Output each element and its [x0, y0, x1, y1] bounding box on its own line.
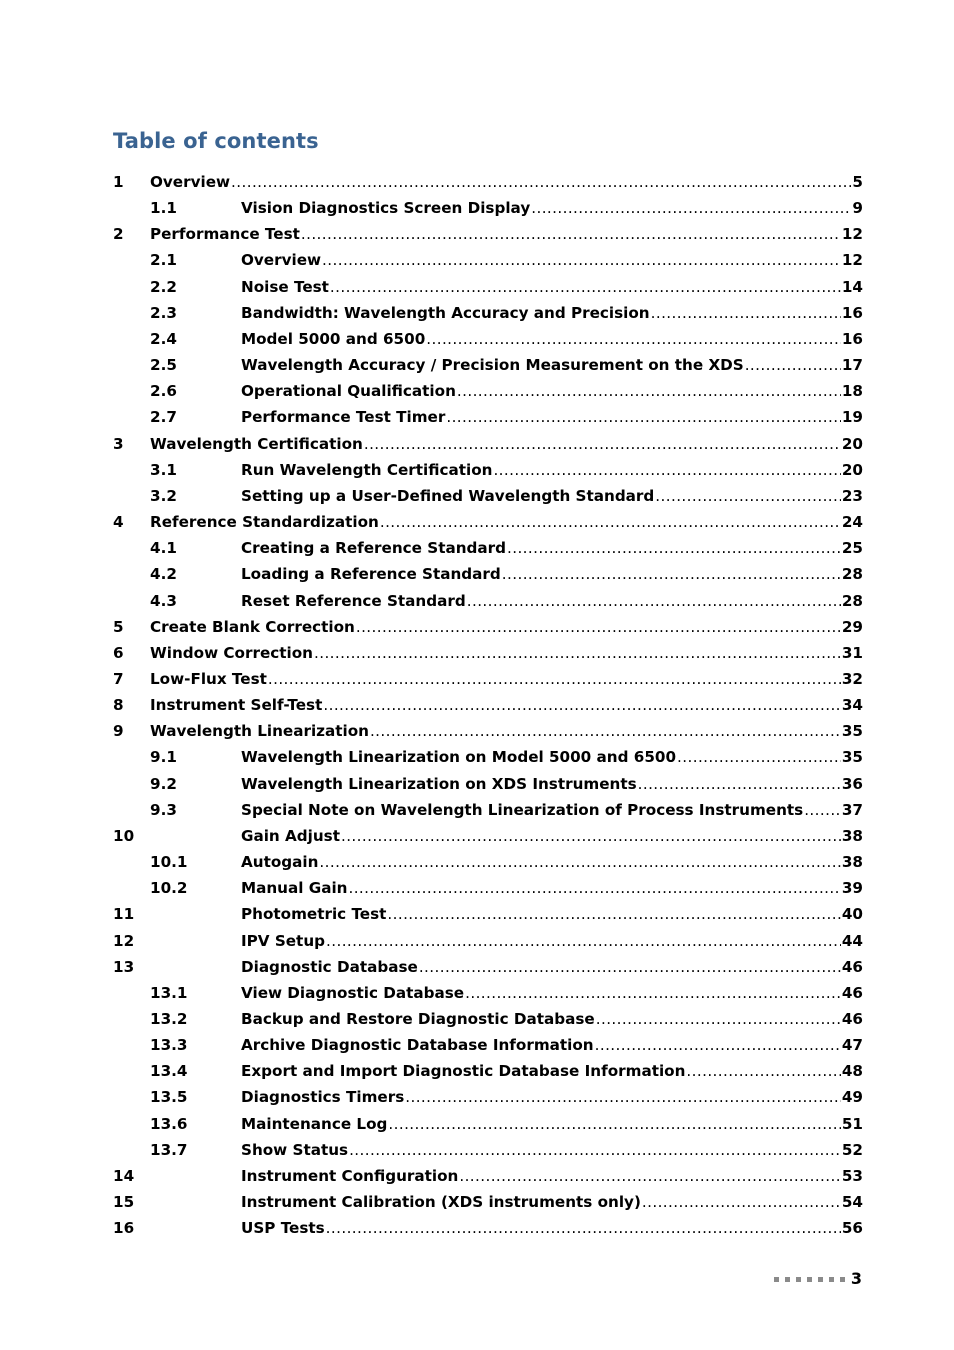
toc-dot-leader [426, 326, 841, 352]
toc-entry-title[interactable]: Create Blank Correction [150, 617, 355, 636]
toc-entry-line [150, 221, 863, 247]
toc-dot-leader [502, 561, 841, 587]
footer-dot [774, 1277, 779, 1282]
toc-heading: Table of contents [113, 129, 319, 153]
toc-subsection-entry[interactable] [113, 457, 863, 483]
toc-entry-page[interactable]: 28 [841, 565, 863, 584]
toc-dot-leader [322, 247, 841, 273]
toc-entry-line [241, 352, 863, 378]
toc-entry-line [241, 875, 863, 901]
toc-section-entry[interactable] [113, 692, 863, 718]
toc-entry-title[interactable]: Wavelength Certification [150, 434, 363, 453]
toc-entry-line [241, 1163, 863, 1189]
footer-dot [829, 1277, 834, 1282]
toc-entry-line [241, 823, 863, 849]
toc-entry-number: 2.6 [150, 382, 177, 401]
toc-entry-page[interactable]: 14 [841, 277, 863, 296]
toc-section-entry[interactable] [113, 169, 863, 195]
toc-section-entry[interactable] [113, 1189, 863, 1215]
toc-entry-page[interactable]: 29 [841, 617, 863, 636]
toc-subsection-entry[interactable] [113, 588, 863, 614]
toc-entry-title[interactable]: Run Wavelength Certification [241, 460, 493, 479]
footer-dot [796, 1277, 801, 1282]
toc-entry-title[interactable]: Reference Standardization [150, 513, 379, 532]
toc-subsection-entry[interactable] [113, 1111, 863, 1137]
toc-entry-page[interactable]: 52 [841, 1140, 863, 1159]
toc-entry-line [150, 718, 863, 744]
toc-entry-page[interactable]: 5 [852, 173, 863, 191]
toc-entry-title[interactable]: Performance Test Timer [241, 408, 446, 427]
toc-entry-page[interactable]: 37 [841, 800, 863, 819]
toc-entry-page[interactable]: 18 [841, 382, 863, 401]
toc-entry-title[interactable]: Model 5000 and 6500 [241, 329, 426, 348]
toc-entry-title[interactable]: Instrument Configuration [241, 1166, 459, 1185]
toc-entry-line [241, 457, 863, 483]
toc-entry-line [150, 692, 863, 718]
toc-section-entry[interactable] [113, 1163, 863, 1189]
toc-entry-page[interactable]: 44 [841, 931, 863, 950]
toc-entry-line [150, 614, 863, 640]
toc-entry-number: 7 [113, 669, 124, 688]
toc-subsection-entry[interactable] [113, 1137, 863, 1163]
toc-entry-number: 5 [113, 617, 124, 636]
toc-dot-leader [326, 1215, 841, 1241]
toc-entry-page[interactable]: 17 [841, 356, 863, 375]
toc-entry-number: 14 [113, 1166, 135, 1185]
toc-subsection-entry[interactable] [113, 1058, 863, 1084]
toc-entry-line [241, 1032, 863, 1058]
toc-entry-number: 13.7 [150, 1140, 188, 1159]
page-number: 3 [850, 1269, 862, 1288]
toc-entry-title[interactable]: Wavelength Linearization on Model 5000 and 6500 [241, 748, 677, 767]
toc-subsection-entry[interactable] [113, 771, 863, 797]
toc-subsection-entry[interactable] [113, 1084, 863, 1110]
toc-section-entry[interactable] [113, 666, 863, 692]
toc-entry-line [150, 666, 863, 692]
toc-entry-title[interactable]: Manual Gain [241, 879, 348, 898]
toc-entry-line [241, 901, 863, 927]
toc-entry-line [241, 483, 863, 509]
toc-subsection-entry[interactable] [113, 744, 863, 770]
toc-entry-number: 12 [113, 931, 135, 950]
toc-entry-line [241, 849, 863, 875]
toc-subsection-entry[interactable] [113, 483, 863, 509]
toc-entry-page[interactable]: 47 [841, 1036, 863, 1055]
toc-entry-number: 11 [113, 905, 135, 924]
toc-dot-leader [642, 1189, 841, 1215]
toc-entry-page[interactable]: 53 [841, 1166, 863, 1185]
toc-entry-number: 2.7 [150, 408, 177, 427]
toc-entry-line [241, 980, 863, 1006]
toc-dot-leader [380, 509, 841, 535]
toc-section-entry[interactable] [113, 928, 863, 954]
toc-dot-leader [465, 980, 841, 1006]
toc-entry-title[interactable]: Photometric Test [241, 905, 387, 924]
toc-subsection-entry[interactable] [113, 274, 863, 300]
toc-dot-leader [356, 614, 841, 640]
toc-entry-title[interactable]: Operational Qualification [241, 382, 456, 401]
toc-dot-leader [467, 588, 841, 614]
toc-entry-title[interactable]: IPV Setup [241, 931, 326, 950]
toc-entry-page[interactable]: 9 [852, 199, 863, 218]
toc-entry-number: 4.1 [150, 539, 177, 558]
toc-entry-number: 2.5 [150, 356, 177, 375]
toc-entry-number: 9 [113, 722, 124, 741]
footer-dots-decoration [774, 1277, 845, 1282]
toc-entry-number: 2.1 [150, 251, 177, 270]
toc-entry-number: 1 [113, 173, 124, 191]
toc-subsection-entry[interactable] [113, 300, 863, 326]
toc-entry-number: 16 [113, 1219, 135, 1238]
toc-entry-line [241, 561, 863, 587]
toc-entry-line [241, 404, 863, 430]
toc-subsection-entry[interactable] [113, 875, 863, 901]
toc-entry-page[interactable]: 28 [841, 591, 863, 610]
toc-dot-leader [655, 483, 841, 509]
toc-entry-page[interactable]: 20 [841, 434, 863, 453]
toc-entry-number: 4 [113, 513, 124, 532]
toc-entry-number: 4.3 [150, 591, 177, 610]
toc-entry-number: 2.4 [150, 329, 177, 348]
toc-entry-page[interactable]: 16 [841, 329, 863, 348]
toc-dot-leader [507, 535, 841, 561]
toc-entry-line [241, 1215, 863, 1241]
toc-entry-title[interactable]: Wavelength Accuracy / Precision Measurement on the XDS [241, 356, 744, 375]
page-footer [774, 1266, 862, 1292]
toc-entry-title[interactable]: Export and Import Diagnostic Database Information [241, 1062, 686, 1081]
toc-entry-title[interactable]: Show Status [241, 1140, 349, 1159]
toc-subsection-entry[interactable] [113, 1032, 863, 1058]
toc-entry-title[interactable]: USP Tests [241, 1219, 325, 1238]
footer-dot [807, 1277, 812, 1282]
toc-entry-number: 2.3 [150, 303, 177, 322]
toc-entry-number: 9.3 [150, 800, 177, 819]
toc-entry-line [241, 326, 863, 352]
toc-entry-page[interactable]: 46 [841, 957, 863, 976]
footer-dot [840, 1277, 845, 1282]
toc-entry-title[interactable]: Low-Flux Test [150, 669, 267, 688]
footer-dot [785, 1277, 790, 1282]
toc-dot-leader [387, 901, 840, 927]
toc-entry-line [150, 169, 863, 195]
toc-entry-page[interactable]: 39 [841, 879, 863, 898]
toc-dot-leader [388, 1111, 840, 1137]
toc-entry-title[interactable]: Gain Adjust [241, 826, 340, 845]
toc-entry-page[interactable]: 19 [841, 408, 863, 427]
toc-dot-leader [638, 771, 841, 797]
toc-entry-page[interactable]: 16 [841, 303, 863, 322]
toc-dot-leader [326, 928, 841, 954]
toc-entry-line [150, 431, 863, 457]
toc-entry-number: 13.2 [150, 1010, 188, 1028]
toc-entry-title[interactable]: Window Correction [150, 643, 313, 662]
toc-dot-leader [677, 744, 841, 770]
toc-dot-leader [268, 666, 841, 692]
toc-entry-line [241, 954, 863, 980]
toc-entry-line [150, 640, 863, 666]
toc-entry-line [241, 300, 863, 326]
toc-entry-title[interactable]: Instrument Calibration (XDS instruments only) [241, 1193, 641, 1212]
toc-dot-leader [531, 195, 851, 221]
toc-dot-leader [349, 1137, 841, 1163]
toc-entry-title[interactable]: Wavelength Linearization [150, 722, 369, 741]
toc-dot-leader [323, 692, 841, 718]
toc-entry-page[interactable]: 48 [841, 1062, 863, 1081]
toc-entry-line [241, 1006, 863, 1032]
toc-entry-page[interactable]: 36 [841, 774, 863, 793]
toc-entry-title[interactable]: Vision Diagnostics Screen Display [241, 199, 531, 218]
toc-entry-title[interactable]: Diagnostic Database [241, 957, 418, 976]
toc-entry-number: 10.2 [150, 879, 188, 898]
toc-list [113, 169, 863, 1241]
toc-entry-line [241, 1084, 863, 1110]
toc-dot-leader [419, 954, 841, 980]
toc-entry-number: 13.4 [150, 1062, 188, 1081]
toc-entry-line [241, 928, 863, 954]
toc-entry-title[interactable]: Overview [241, 251, 322, 270]
toc-entry-title[interactable]: Autogain [241, 853, 319, 872]
toc-entry-page[interactable]: 51 [841, 1114, 863, 1133]
toc-entry-number: 13.6 [150, 1114, 188, 1133]
toc-section-entry[interactable] [113, 954, 863, 980]
toc-dot-leader [341, 823, 841, 849]
toc-dot-leader [651, 300, 841, 326]
toc-entry-number: 3.2 [150, 486, 177, 505]
toc-entry-title[interactable]: Special Note on Wavelength Linearization of Process Instruments [241, 800, 804, 819]
toc-entry-page[interactable]: 35 [841, 748, 863, 767]
toc-dot-leader [596, 1006, 841, 1032]
toc-entry-page[interactable]: 35 [841, 722, 863, 741]
toc-entry-number: 3 [113, 434, 124, 453]
toc-subsection-entry[interactable] [113, 980, 863, 1006]
toc-section-entry[interactable] [113, 1215, 863, 1241]
footer-dot [818, 1277, 823, 1282]
toc-section-entry[interactable] [113, 640, 863, 666]
toc-section-entry[interactable] [113, 431, 863, 457]
toc-subsection-entry[interactable] [113, 797, 863, 823]
toc-entry-title[interactable]: Noise Test [241, 277, 329, 296]
toc-entry-number: 15 [113, 1193, 135, 1212]
toc-entry-line [241, 744, 863, 770]
toc-entry-number: 13.3 [150, 1036, 188, 1055]
toc-subsection-entry[interactable] [113, 326, 863, 352]
toc-section-entry[interactable] [113, 901, 863, 927]
toc-subsection-entry[interactable] [113, 561, 863, 587]
toc-dot-leader [459, 1163, 841, 1189]
toc-entry-title[interactable]: Overview [150, 173, 231, 191]
toc-dot-leader [301, 221, 841, 247]
toc-entry-number: 10 [113, 826, 135, 845]
toc-dot-leader [686, 1058, 840, 1084]
toc-entry-line [241, 378, 863, 404]
toc-entry-line [241, 797, 863, 823]
toc-subsection-entry[interactable] [113, 535, 863, 561]
toc-entry-line [150, 509, 863, 535]
toc-entry-line [241, 274, 863, 300]
toc-entry-number: 13.5 [150, 1088, 188, 1107]
toc-entry-title[interactable]: Loading a Reference Standard [241, 565, 501, 584]
toc-entry-page[interactable]: 23 [841, 486, 863, 505]
toc-entry-page[interactable]: 24 [841, 513, 863, 532]
toc-entry-page[interactable]: 49 [841, 1088, 863, 1107]
toc-dot-leader [370, 718, 841, 744]
toc-dot-leader [457, 378, 841, 404]
toc-entry-page[interactable]: 46 [841, 983, 863, 1002]
toc-entry-number: 6 [113, 643, 124, 662]
toc-entry-line [241, 1137, 863, 1163]
toc-entry-page[interactable]: 56 [841, 1219, 863, 1238]
toc-section-entry[interactable] [113, 221, 863, 247]
toc-entry-page[interactable]: 12 [841, 251, 863, 270]
toc-entry-number: 13 [113, 957, 135, 976]
toc-section-entry[interactable] [113, 718, 863, 744]
toc-entry-page[interactable]: 34 [841, 696, 863, 715]
toc-subsection-entry[interactable] [113, 378, 863, 404]
toc-entry-title[interactable]: Wavelength Linearization on XDS Instruments [241, 774, 637, 793]
toc-entry-line [241, 1111, 863, 1137]
toc-section-entry[interactable] [113, 509, 863, 535]
toc-entry-line [241, 1058, 863, 1084]
toc-entry-title[interactable]: Maintenance Log [241, 1114, 388, 1133]
toc-entry-line [241, 771, 863, 797]
toc-subsection-entry[interactable] [113, 247, 863, 273]
toc-dot-leader [745, 352, 841, 378]
toc-entry-title[interactable]: Instrument Self-Test [150, 696, 323, 715]
toc-dot-leader [314, 640, 841, 666]
toc-entry-title[interactable]: Archive Diagnostic Database Information [241, 1036, 594, 1055]
toc-dot-leader [804, 797, 841, 823]
toc-entry-title[interactable]: Creating a Reference Standard [241, 539, 506, 558]
toc-subsection-entry[interactable] [113, 404, 863, 430]
toc-entry-title[interactable]: Reset Reference Standard [241, 591, 466, 610]
toc-entry-number: 10.1 [150, 853, 188, 872]
toc-entry-title[interactable]: View Diagnostic Database [241, 983, 465, 1002]
toc-dot-leader [595, 1032, 841, 1058]
toc-entry-number: 2.2 [150, 277, 177, 296]
toc-subsection-entry[interactable] [113, 352, 863, 378]
toc-entry-title[interactable]: Setting up a User-Defined Wavelength Standard [241, 486, 655, 505]
toc-entry-page[interactable]: 38 [841, 826, 863, 845]
toc-entry-number: 9.2 [150, 774, 177, 793]
toc-entry-title[interactable]: Diagnostics Timers [241, 1088, 405, 1107]
toc-dot-leader [493, 457, 840, 483]
toc-subsection-entry[interactable] [113, 195, 863, 221]
toc-dot-leader [364, 431, 841, 457]
toc-entry-number: 13.1 [150, 983, 188, 1002]
toc-entry-line [241, 535, 863, 561]
toc-entry-page[interactable]: 38 [841, 853, 863, 872]
toc-entry-line [241, 195, 863, 221]
toc-subsection-entry[interactable] [113, 849, 863, 875]
toc-entry-page[interactable]: 31 [841, 643, 863, 662]
toc-entry-page[interactable]: 12 [841, 225, 863, 244]
toc-dot-leader [319, 849, 840, 875]
toc-dot-leader [330, 274, 841, 300]
toc-entry-number: 8 [113, 696, 124, 715]
toc-entry-page[interactable]: 46 [841, 1010, 863, 1028]
toc-dot-leader [348, 875, 840, 901]
toc-entry-page[interactable]: 25 [841, 539, 863, 558]
toc-entry-title[interactable]: Backup and Restore Diagnostic Database [241, 1010, 595, 1028]
toc-section-entry[interactable] [113, 823, 863, 849]
toc-entry-title[interactable]: Performance Test [150, 225, 300, 244]
toc-entry-page[interactable]: 54 [841, 1193, 863, 1212]
toc-entry-page[interactable]: 40 [841, 905, 863, 924]
toc-entry-number: 3.1 [150, 460, 177, 479]
toc-section-entry[interactable] [113, 614, 863, 640]
toc-entry-page[interactable]: 32 [841, 669, 863, 688]
toc-entry-page[interactable]: 20 [841, 460, 863, 479]
toc-entry-line [241, 1189, 863, 1215]
toc-entry-line [241, 588, 863, 614]
toc-dot-leader [231, 169, 851, 195]
toc-entry-line [241, 247, 863, 273]
toc-dot-leader [405, 1084, 841, 1110]
toc-entry-number: 4.2 [150, 565, 177, 584]
toc-entry-number: 1.1 [150, 199, 177, 218]
toc-entry-number: 2 [113, 225, 124, 244]
toc-entry-title[interactable]: Bandwidth: Wavelength Accuracy and Precision [241, 303, 650, 322]
toc-dot-leader [446, 404, 841, 430]
toc-entry-number: 9.1 [150, 748, 177, 767]
toc-subsection-entry[interactable] [113, 1006, 863, 1032]
